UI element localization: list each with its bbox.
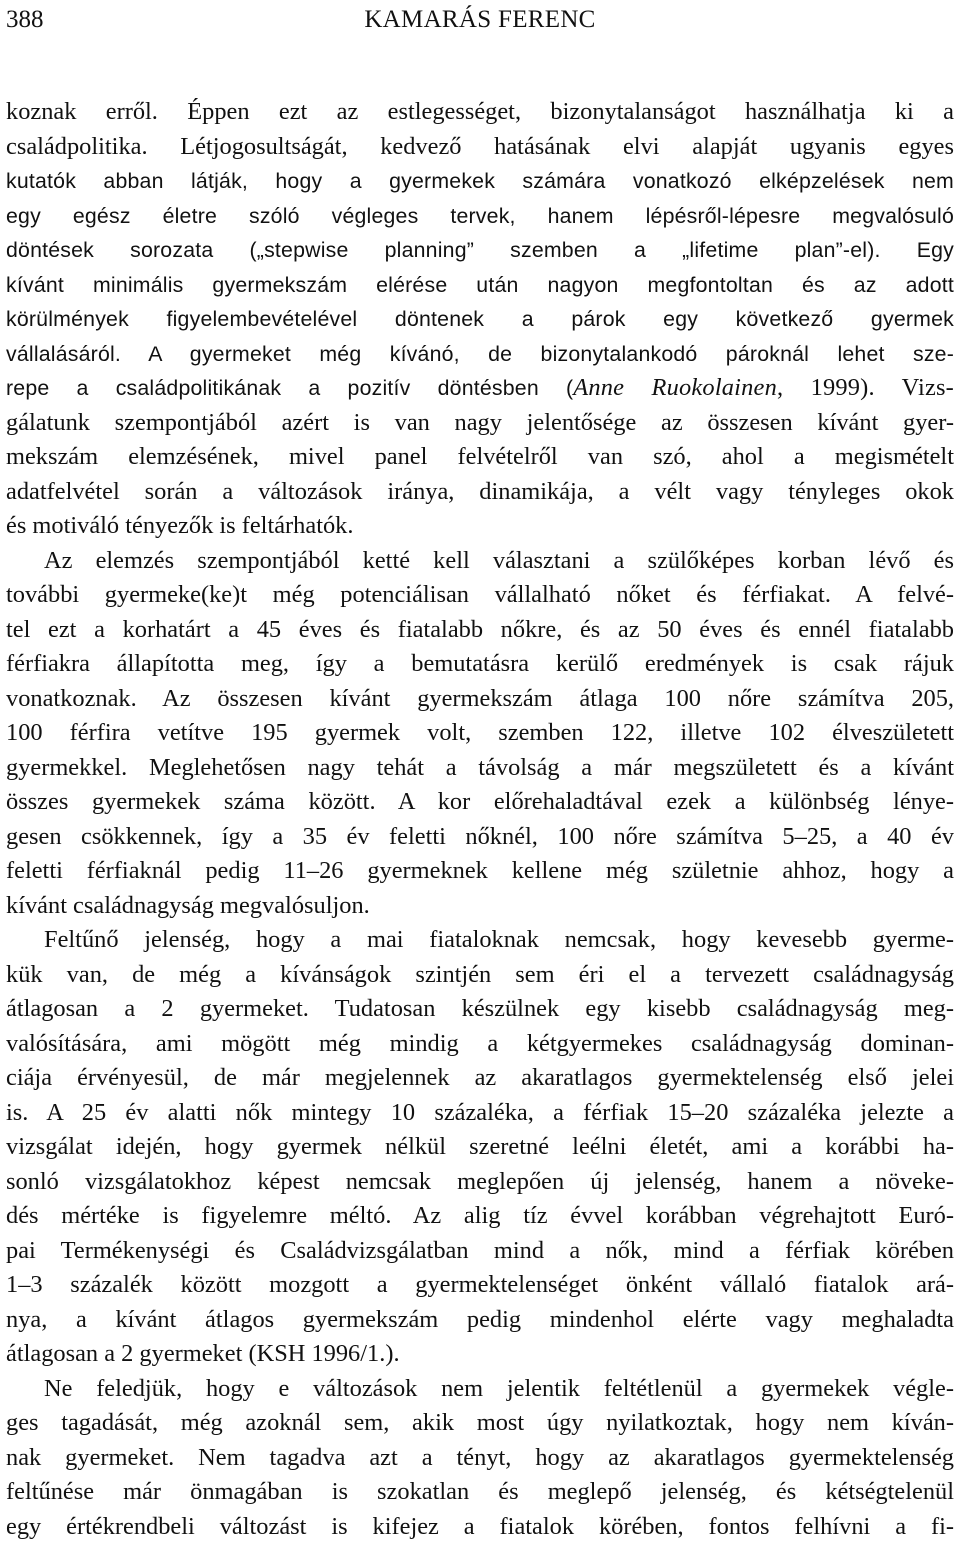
text-line: [6, 1061, 954, 1096]
text-line: [6, 923, 954, 958]
text-line-content: átlagosan a 2 gyermeket. Tudatosan készülnek egy kisebb családnagyság meg-: [6, 995, 954, 1022]
text-line-content: 1–3 százalék között mozgott a gyermektelenséget önként vállaló fiatalok ará-: [6, 1271, 954, 1298]
text-line: [6, 889, 954, 924]
text-line-content: körülmények figyelembevételével döntenek a párok egy következő gyermek: [6, 307, 954, 331]
text-line: [6, 1165, 954, 1200]
text-line: [6, 337, 954, 372]
text-line-content: sonló vizsgálatokhoz képest nemcsak meglepően új jelenség, hanem a növeke-: [6, 1167, 954, 1195]
text-line-content: Feltűnő jelenség, hogy a mai fiataloknak nemcsak, hogy kevesebb gyerme-: [44, 926, 954, 953]
running-head: KAMARÁS FERENC: [364, 6, 596, 33]
text-line-content: összes gyermekek száma között. A kor előrehaladtával ezek a különbség lénye-: [6, 788, 954, 815]
text-line: [6, 1372, 954, 1407]
text-line: [6, 1130, 954, 1165]
text-line-content: feltűnése már önmagában is szokatlan és meglepő jelenség, és kétségtelenül: [6, 1478, 954, 1505]
cited-author: Anne Ruokolainen: [573, 374, 777, 401]
body-text: [6, 95, 954, 1544]
text-line: [6, 751, 954, 786]
text-line-tail: , 1999). Vizs-: [776, 374, 954, 401]
text-line: [6, 647, 954, 682]
text-line: [6, 578, 954, 613]
text-line-content: kutatók abban látják, hogy a gyermekek számára vonatkozó elképzelések nem: [6, 169, 954, 193]
text-line: [6, 440, 954, 475]
text-line-content: dés mértéke is figyelemre méltó. Az alig tíz évvel korábban végrehajtott Euró-: [6, 1202, 954, 1229]
text-line: [6, 854, 954, 889]
text-line-content: egy értékrendbeli változást is kifejez a fiatalok körében, fontos felhívni a fi-: [6, 1512, 954, 1540]
text-line: [6, 1475, 954, 1510]
text-line-content: vizsgálat idején, hogy gyermek nélkül szeretné leélni életét, ami a korábbi ha-: [6, 1133, 954, 1160]
text-line-content: Ne feledjük, hogy e változások nem jelentik feltétlenül a gyermekek végle-: [44, 1374, 954, 1402]
text-line: [6, 1096, 954, 1131]
text-line: [6, 1406, 954, 1441]
text-line: [6, 1199, 954, 1234]
text-line: [6, 1337, 954, 1372]
text-line-content: és motiváló tényezők is feltárhatók.: [6, 512, 354, 539]
text-line-content: további gyermeke(ke)t még potenciálisan vállalható nőket és férfiakat. A felvé-: [6, 581, 954, 608]
text-line: [6, 199, 954, 234]
text-line-content: pai Termékenységi és Családvizsgálatban mind a nők, mind a férfiak körében: [6, 1236, 954, 1264]
text-line: [6, 371, 954, 406]
text-line: [6, 406, 954, 441]
text-line: [6, 544, 954, 579]
text-line: [6, 164, 954, 199]
text-line: [6, 475, 954, 510]
text-line-content: vállalásáról. A gyermeket még kívánó, de bizonytalankodó pároknál lehet sze-: [6, 341, 954, 366]
text-line-content: egy egész életre szóló végleges tervek, hanem lépésről-lépesre megvalósuló: [6, 203, 954, 228]
text-line-content: családpolitika. Létjogosultságát, kedvező hatásának elvi alapját ugyanis egyes: [6, 132, 954, 160]
text-line-content: nya, a kívánt átlagos gyermekszám pedig mindenhol elérte vagy meghaladta: [6, 1305, 954, 1333]
text-line: [6, 992, 954, 1027]
text-line-content: férfiakra állapította meg, így a bemutatásra kerülő eredmények is csak rájuk: [6, 650, 954, 677]
text-line: [6, 95, 954, 130]
text-line-content: átlagosan a 2 gyermeket (KSH 1996/1.).: [6, 1340, 400, 1367]
text-line-content: 100 férfira vetítve 195 gyermek volt, szemben 122, illetve 102 élveszületett: [6, 719, 954, 746]
text-line: [6, 682, 954, 717]
text-line-content: vonatkoznak. Az összesen kívánt gyermekszám átlaga 100 nőre számítva 205,: [6, 684, 954, 712]
text-line-content: ges tagadását, még azoknál sem, akik most úgy nyilatkoztak, hogy nem kíván-: [6, 1409, 954, 1436]
text-line-content: is. A 25 év alatti nők mintegy 10 százaléka, a férfiak 15–20 százaléka jelezte a: [6, 1098, 954, 1126]
text-line-content: gálatunk szempontjából azért is van nagy jelentősége az összesen kívánt gyer-: [6, 408, 954, 436]
text-line: [6, 613, 954, 648]
text-line-content: nak gyermeket. Nem tagadva azt a tényt, hogy az akaratlagos gyermektelenség: [6, 1443, 954, 1471]
text-line-content: tel ezt a korhatárt a 45 éves és fiatalabb nőkre, és az 50 éves és ennél fiatalabb: [6, 615, 954, 643]
text-line-content: mekszám elemzésének, mivel panel felvételről van szó, ahol a megismételt: [6, 443, 954, 470]
text-line: [6, 820, 954, 855]
text-line-content: repe a családpolitikának a pozitív döntésben (: [6, 376, 574, 400]
text-line: [6, 958, 954, 993]
text-line-content: ciája érvényesül, de már megjelennek az akaratlagos gyermektelenség első jelei: [6, 1064, 954, 1091]
text-line-content: koznak erről. Éppen ezt az estlegességet, bizonytalanságot használhatja ki a: [6, 98, 954, 125]
text-line: [6, 716, 954, 751]
text-line-content: feletti férfiaknál pedig 11–26 gyermeknek kellene még születnie ahhoz, hogy a: [6, 857, 954, 884]
text-line: [6, 1027, 954, 1062]
text-line: [6, 268, 954, 303]
text-line-content: valósítására, ami mögött még mindig a kétgyermekes családnagyság dominan-: [6, 1029, 954, 1057]
text-line: [6, 785, 954, 820]
text-line: [6, 1234, 954, 1269]
text-line-content: gesen csökkennek, így a 35 év feletti nőknél, 100 nőre számítva 5–25, a 40 év: [6, 822, 954, 850]
text-line: [6, 233, 954, 268]
text-line-content: Az elemzés szempontjából ketté kell választani a szülőképes korban lévő és: [44, 546, 954, 574]
text-line: [6, 509, 954, 544]
text-line: [6, 302, 954, 337]
text-line: [6, 1268, 954, 1303]
text-line-content: kívánt minimális gyermekszám elérése után nagyon megfontoltan és az adott: [6, 272, 954, 297]
text-line-content: gyermekkel. Meglehetősen nagy tehát a távolság a már megszületett és a kívánt: [6, 753, 954, 781]
text-line: [6, 130, 954, 165]
text-line-content: adatfelvétel során a változások iránya, dinamikája, a vélt vagy tényleges okok: [6, 477, 954, 505]
text-line-content: döntések sorozata („stepwise planning” szemben a „lifetime plan”-el). Egy: [6, 238, 954, 262]
page-number: 388: [6, 6, 44, 33]
page-header: [6, 0, 954, 40]
text-line: [6, 1441, 954, 1476]
text-line-content: kük van, de még a kívánságok szintjén sem éri el a tervezett családnagyság: [6, 960, 954, 988]
text-line-content: kívánt családnagyság megvalósuljon.: [6, 891, 370, 919]
text-line: [6, 1510, 954, 1544]
text-line: [6, 1303, 954, 1338]
